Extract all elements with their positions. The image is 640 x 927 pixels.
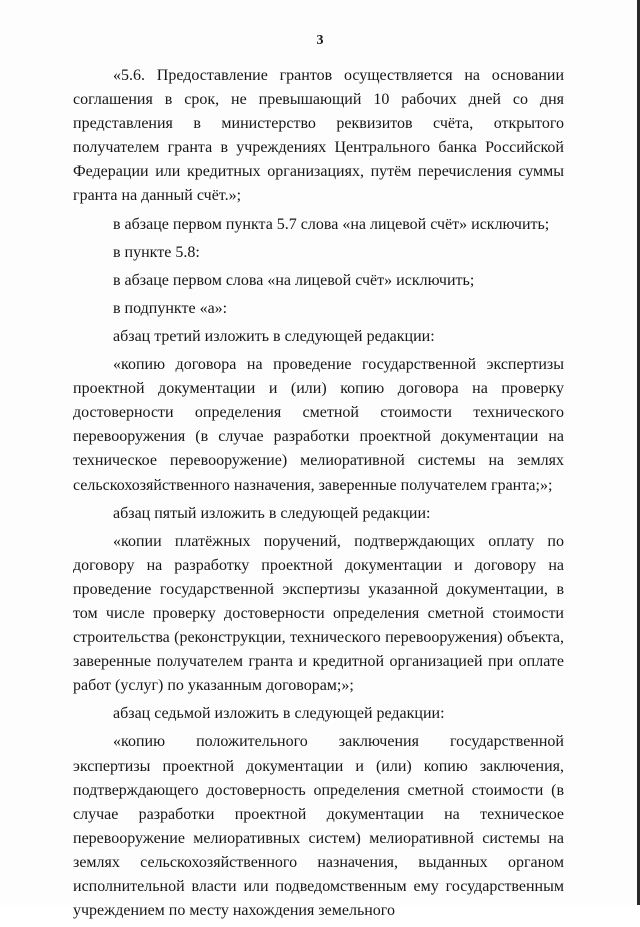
paragraph-subpoint-a: в подпункте «а»: [113,299,228,317]
paragraph-fifth-abzac-intro: абзац пятый изложить в следующей редакции: [113,504,431,522]
paragraph-5-7-amendment: в абзаце первом пункта 5.7 слова «на лицевой счёт» исключить; [113,215,550,233]
paragraph-5-8-heading: в пункте 5.8: [113,243,200,261]
paragraph-5-6-grant-provision: «5.6. Предоставление грантов осуществляется на основании соглашения в срок, не превышающий 10 рабочих дней со дня представления в министерство реквизитов счёта, открытого получателем гранта в учреждениях Центрального банка Российской Федерации или кредитных организациях, путём перечисления суммы гранта на данный счёт.»; [73,67,564,205]
page-number: 3 [316,33,324,48]
paragraph-5-8-first-abzac: в абзаце первом слова «на лицевой счёт» исключить; [113,271,475,289]
paragraph-third-abzac-intro: абзац третий изложить в следующей редакции: [113,327,435,345]
document-body [73,64,564,927]
paragraph-seventh-abzac-intro: абзац седьмой изложить в следующей редакции: [113,705,445,723]
paragraph-third-abzac-text: «копию договора на проведение государственной экспертизы проектной документации и (или) копию договора на проверку достоверности определения сметной стоимости технического перевооружения (в случае разработки проектной документации на техническое перевооружение) мелиоративной системы на землях сельскохозяйственного назначения, заверенные получателем гранта;»; [73,356,564,494]
paragraph-fifth-abzac-text: «копии платёжных поручений, подтверждающих оплату по договору на разработку проектной документации и договору на проведение государственной экспертизы указанной документации, в том числе проверку достоверности определения сметной стоимости строительства (реконструкции, технического перевооружения) объекта, заверенные получателем гранта и кредитной организацией при оплате работ (услуг) по указанным договорам;»; [73,532,564,695]
paragraph-seventh-abzac-text: «копию положительного заключения государственной экспертизы проектной документации и (или) копию заключения, подтверждающего достоверность определения сметной стоимости (в случае разработки проектной документации на техническое перевооружение мелиоративных систем) мелиоративной системы на землях сельскохозяйственного назначения, выданных органом исполнительной власти или подведомственным ему государственным учреждением по месту нахождения земельного [73,733,564,920]
